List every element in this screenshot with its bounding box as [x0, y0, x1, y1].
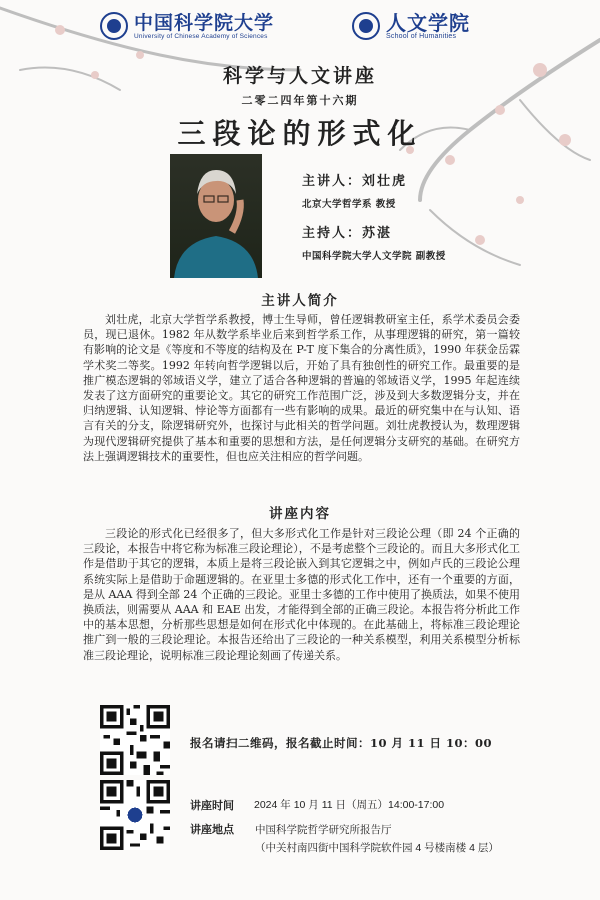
speaker-role: 主讲人：刘壮虎	[302, 174, 408, 189]
group-qr-code[interactable]	[100, 780, 170, 850]
venue-line1: 中国科学院哲学研究所报告厅	[255, 824, 392, 836]
host-role: 主持人：苏湛	[302, 226, 393, 241]
ucas-seal-icon	[100, 12, 128, 40]
ucas-name-cn: 中国科学院大学	[134, 11, 275, 34]
registration-qr-code[interactable]	[100, 705, 170, 775]
humanities-name-en: School of Humanities	[386, 32, 457, 40]
ucas-name-en: University of Chinese Academy of Sciences	[134, 32, 268, 40]
host-affiliation: 中国科学院大学人文学院 副教授	[302, 251, 446, 262]
time-label: 讲座时间	[190, 800, 234, 812]
speaker-affiliation: 北京大学哲学系 教授	[302, 199, 396, 210]
ucas-logo	[100, 12, 274, 40]
humanities-seal-icon	[352, 12, 380, 40]
humanities-name-cn: 人文学院	[386, 10, 470, 35]
edition-label: 二零二四年第十六期	[241, 94, 359, 107]
humanities-logo	[352, 12, 470, 40]
lecture-title: 三段论的形式化	[177, 117, 423, 150]
bio-text: 刘壮虎，北京大学哲学系教授，博士生导师，曾任逻辑教研室主任，系学术委员会委员，现已退休。1982 年从数学系毕业后来到哲学系工作，从事理逻辑的研究，第一篇较有影响的论文是《等度和不等度的结构及在 P-T 度下集合的分离性质》，1990 年获金岳霖学术奖二等奖。1992 年转向哲学逻辑以后，开始了具有独创性的研究工作。最重要的是推广模态逻辑的邻域语义学，建立了适合各种逻辑的普遍的邻域语义学，1995 年起连续发表了这方面研究的重要论文。其它的研究工作范围广泛，涉及到大多数逻辑分支，并在归纳逻辑、认知逻辑、悖论等方面都有一些有影响的成果。最近的研究集中在与认知、语言有关的分支，除逻辑研究外，也探讨与此相关的哲学问题。刘壮虎教授认为，数理逻辑为现代逻辑研究提供了基本和重要的思想和方法，是任何逻辑分支研究的基础。在研究方法上强调逻辑技术的重要性，但也应关注相应的哲学问题。	[83, 313, 520, 463]
registration-notice: 报名请扫二维码，报名截止时间：10 月 11 日 10：00	[190, 736, 493, 750]
speaker-photo	[170, 154, 262, 278]
time-value: 2024 年 10 月 11 日（周五）14:00-17:00	[254, 799, 445, 811]
bio-heading: 主讲人简介	[261, 293, 339, 309]
content-text: 三段论的形式化已经很多了，但大多形式化工作是针对三段论公理（即 24 个正确的三段论，本报告中将它称为标准三段论理论），不是考虑整个三段论的。而且大多形式化工作是借助于其它的逻辑，本质上是将三段论嵌入到其它逻辑之中，例如卢氏的三段论公理系统实际上是借助于命题逻辑的。在亚里士多德的形式化工作中，还有一个重要的方面，是从 AAA 得到全部 24 个正确的三段论。亚里士多德的工作中使用了换质法，如果不使用换质法，则需要从 AAA 和 EAE 出发，才能得到全部的正确三段论。本报告将分析此工作中的基本思想，分析那些思想是如何在形式化中体现的。在此基础上，将标准三段论理论推广到一般的三段论理论。本报告还给出了三段论的一种关系模型，利用关系模型分析标准三段论理论，说明标准三段论理论刻画了传递关系。	[83, 527, 520, 662]
content-heading: 讲座内容	[269, 506, 331, 522]
venue-label: 讲座地点	[190, 824, 234, 836]
venue-line2: （中关村南四街中国科学院软件园 4 号楼南楼 4 层）	[255, 842, 499, 854]
series-title: 科学与人文讲座	[222, 65, 377, 87]
